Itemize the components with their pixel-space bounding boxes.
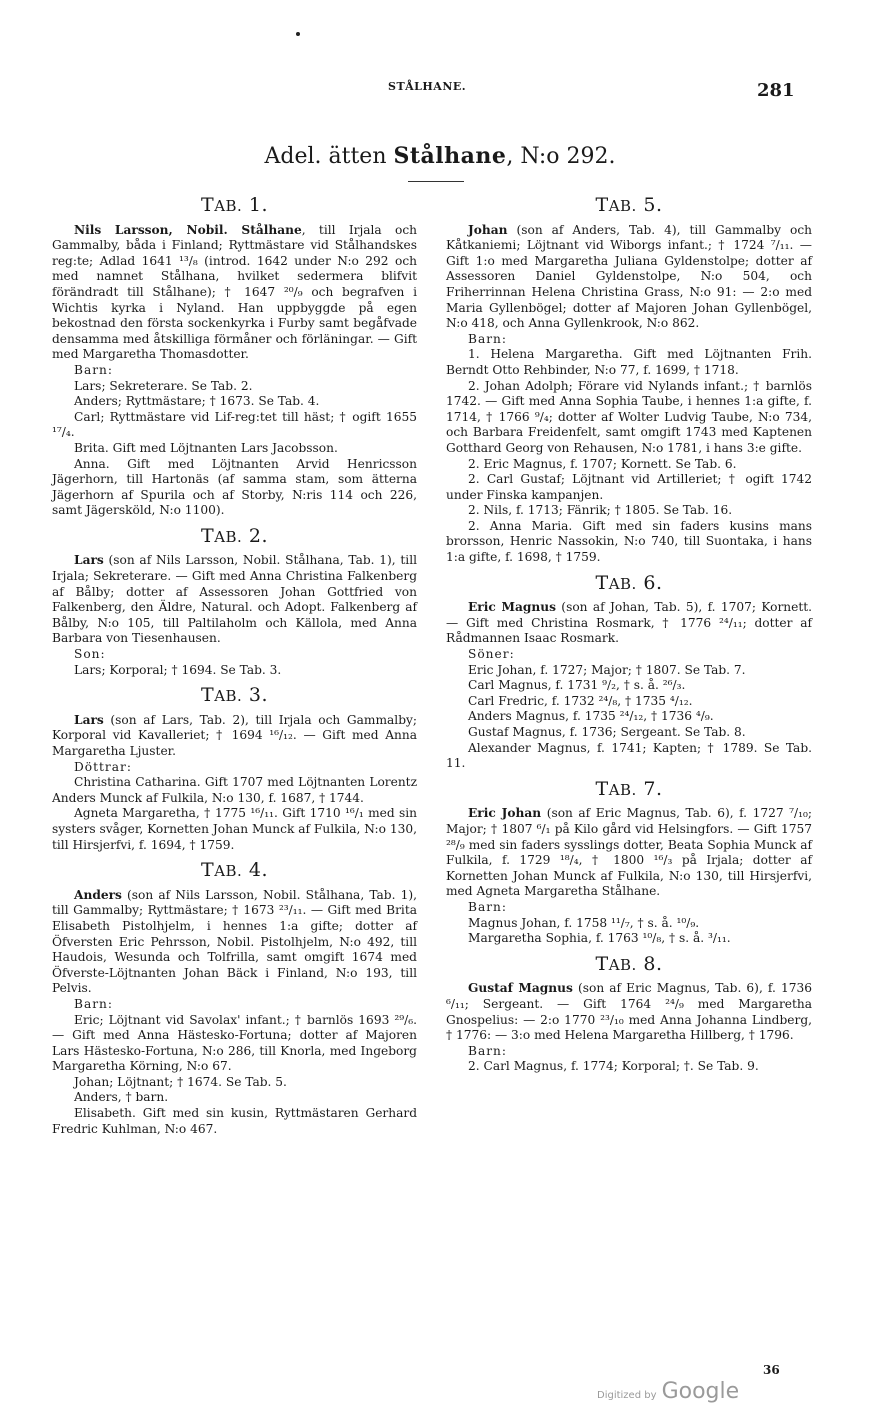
tab-heading-1: TAB. 1. bbox=[201, 194, 268, 216]
tab2-child: Lars; Korporal; † 1694. Se Tab. 3. bbox=[74, 662, 282, 677]
tab2-person: Lars bbox=[74, 553, 104, 568]
tab4-person: Anders bbox=[74, 887, 122, 902]
tab4-child: Eric; Löjtnant vid Savolax' infant.; † barnlös 1693 ²⁹/₆. — Gift med Anna Hästesko-Fortuna; dotter af Majoren Lars Hästesko-Fortuna, N:o 286, till Knorla, med Ingeborg Margaretha Körning, N:o 67. bbox=[52, 1012, 417, 1074]
tab4-children-label: Barn: bbox=[74, 996, 114, 1011]
page-number: 281 bbox=[757, 80, 795, 101]
tab8-text: (son af Eric Magnus, Tab. 6), f. 1736 ⁶/₁₁; Sergeant. — Gift 1764 ²⁴/₉ med Margaretha Gnospelius: — 2:o 1770 ²³/₁₀ med Anna Johanna Lindberg, † 1776: — 3:o med Helena Margaretha Hillberg, † 1796. bbox=[446, 981, 812, 1043]
tab3-child: Christina Catharina. Gift 1707 med Löjtnanten Lorentz Anders Munck af Fulkila, N:o 130, f. 1687, † 1744. bbox=[52, 775, 417, 805]
tab-heading-smallcaps: AB. bbox=[214, 687, 243, 706]
tab7-child: Magnus Johan, f. 1758 ¹¹/₇, † s. å. ¹⁰/₉. bbox=[468, 915, 700, 930]
tab5-paragraph bbox=[446, 223, 812, 332]
tab-heading-3: TAB. 3. bbox=[201, 684, 268, 707]
tab5-child: 2. Johan Adolph; Förare vid Nylands infant.; † barnlös 1742. — Gift med Anna Sophia Taube, i hennes 1:a gifte, f. 1714, † 1766 ⁹/₄; dotter af Wolter Ludvig Taube, N:o 734, och Barbara Freidenfelt, samt omgift 1743 med Kaptenen Gotthard Georg von Rehausen, N:o 1781, i hans 3:e gifte. bbox=[446, 378, 812, 455]
tab6-person: Eric Magnus bbox=[468, 600, 556, 615]
tab3-paragraph bbox=[52, 713, 417, 760]
tab6-child: Gustaf Magnus, f. 1736; Sergeant. Se Tab. 8. bbox=[468, 725, 746, 739]
tab6-child: Carl Magnus, f. 1731 ⁹/₂, † s. å. ²⁶/₃. bbox=[468, 678, 686, 693]
main-title bbox=[0, 143, 880, 169]
tab2-text: (son af Nils Larsson, Nobil. Stålhana, Tab. 1), till Irjala; Sekreterare. — Gift med Anna Christina Falkenberg af Bålby; dotter af Assessoren Johan Gottfried von Falkenberg, den Äldre, Natural. och Adopt. Falkenberg af Bålby, N:o 105, till Paltilaholm och Källola, med Anna Barbara von Tiesenhausen. bbox=[52, 553, 417, 646]
tab6-text: (son af Johan, Tab. 5), f. 1707; Kornett. — Gift med Christina Rosmark, † 1776 ²⁴/₁₁; dotter af Rådmannen Isaac Rosmark. bbox=[446, 600, 812, 646]
tab8-paragraph bbox=[446, 981, 812, 1043]
tab4-paragraph bbox=[52, 888, 417, 997]
tab-heading-2: TAB. 2. bbox=[201, 524, 268, 547]
tab6-children-label: Söner: bbox=[468, 647, 515, 662]
tab1-child: Carl; Ryttmästare vid Lif-reg:tet till häst; † ogift 1655 ¹⁷/₄. bbox=[52, 409, 417, 440]
tab5-child: 1. Helena Margaretha. Gift med Löjtnanten Frih. Berndt Otto Rehbinder, N:o 77, f. 1699, † 1718. bbox=[446, 347, 812, 377]
tab4-text: (son af Nils Larsson, Nobil. Stålhana, Tab. 1), till Gammalby; Ryttmästare; † 1673 ²³/₁₁. — Gift med Brita Elisabeth Pistolhjelm, i hennes 1:a gifte; dotter af Öfversten Eric Pehrsson, Nobil. Pistolhjelm, N:o 492, till Haudois, Wesunda och Tolfrilla, samt omgift 1674 med Öfverste-Löjtnanten Johan Bäck i Finland, N:o 193, till Pelvis. bbox=[52, 887, 417, 996]
tab5-text: (son af Anders, Tab. 4), till Gammalby och Kåtkaniemi; Löjtnant vid Wiborgs infant.; † 1724 ⁷/₁₁. — Gift 1:o med Margaretha Juliana Gyldenstolpe; dotter af Assessoren Daniel Gyldenstolpe, N:o 504, och Friherrinnan Helena Christina Grass, N:o 91: — 2:o med Maria Gyllenbögel; dotter af Majoren Johan Gyllenbögel, N:o 418, och Anna Gyllenkrook, N:o 862. bbox=[446, 222, 812, 331]
tab5-children-label: Barn: bbox=[468, 331, 508, 346]
tab3-children-label: Döttrar: bbox=[74, 759, 132, 774]
tab7-person: Eric Johan bbox=[468, 806, 542, 821]
tab-heading-smallcaps: AB. bbox=[214, 197, 243, 215]
tab1-child: Brita. Gift med Löjtnanten Lars Jacobsson. bbox=[74, 440, 338, 455]
tab4-child: Elisabeth. Gift med sin kusin, Ryttmästaren Gerhard Fredric Kuhlman, N:o 467. bbox=[52, 1106, 417, 1136]
tab8-child: 2. Carl Magnus, f. 1774; Korporal; †. Se Tab. 9. bbox=[468, 1059, 759, 1074]
tab-heading-smallcaps: AB. bbox=[608, 955, 637, 974]
tab-heading-smallcaps: AB. bbox=[608, 574, 637, 593]
tab5-child: 2. Carl Gustaf; Löjtnant vid Artilleriet; † ogift 1742 under Finska kampanjen. bbox=[446, 472, 812, 502]
left-column bbox=[52, 196, 417, 1137]
tab5-person: Johan bbox=[468, 222, 508, 237]
family-name: Stålhane bbox=[393, 143, 507, 169]
tab1-paragraph bbox=[52, 223, 417, 363]
tab7-child: Margaretha Sophia, f. 1763 ¹⁰/₈, † s. å. ³/₁₁. bbox=[468, 931, 731, 946]
tab5-child: 2. Nils, f. 1713; Fänrik; † 1805. Se Tab. 16. bbox=[468, 503, 733, 518]
tab-heading-7: TAB. 7. bbox=[595, 777, 663, 800]
tab-heading-smallcaps: AB. bbox=[608, 197, 637, 215]
tab1-child: Anders; Ryttmästare; † 1673. Se Tab. 4. bbox=[74, 394, 320, 409]
tab4-child: Johan; Löjtnant; † 1674. Se Tab. 5. bbox=[74, 1074, 287, 1089]
title-rule bbox=[408, 181, 464, 182]
tab3-child: Agneta Margaretha, † 1775 ¹⁶/₁₁. Gift 1710 ¹⁶/₁ med sin systers svåger, Kornetten Johan Munck af Fulkila, N:o 130, till Hirsjerfvi, f. 1694, † 1759. bbox=[52, 806, 417, 852]
tab7-children-label: Barn: bbox=[468, 899, 508, 914]
tab8-person: Gustaf Magnus bbox=[468, 981, 573, 996]
tab8-children-label: Barn: bbox=[468, 1043, 508, 1058]
digitized-prefix: Digitized by bbox=[597, 1390, 657, 1401]
tab-heading-4: TAB. 4. bbox=[201, 859, 268, 882]
tab2-paragraph bbox=[52, 553, 417, 647]
tab-heading-5: TAB. 5. bbox=[595, 194, 663, 216]
tab6-paragraph bbox=[446, 600, 812, 647]
tab1-text: , till Irjala och Gammalby, båda i Finland; Ryttmästare vid Stålhandskes reg:te; Adlad 1641 ¹³/₈ (introd. 1642 under N:o 292 och med namnet Stålhana, hvilket sedermera blifvit förändradt till Stålhane); † 1647 ²⁰/₉ och begrafven i Wichtis kyrka i Nyland. Han uppbyggde på egen bekostnad den första sockenkyrka i Furby samt begåfvade densamma med åtskilliga förmåner och förläningar. — Gift med Margaretha Thomasdotter. bbox=[52, 222, 417, 362]
google-logo: Google bbox=[661, 1379, 740, 1404]
tab-heading-smallcaps: AB. bbox=[608, 780, 637, 799]
tab1-person: Nils Larsson, Nobil. Stålhane bbox=[74, 222, 302, 237]
tab1-children-label: Barn: bbox=[74, 362, 114, 377]
tab5-child: 2. Anna Maria. Gift med sin faders kusins mans brorsson, Henric Nassokin, N:o 740, till Suontaka, i hans 1:a gifte, f. 1698, † 1759. bbox=[446, 518, 812, 565]
running-header-title: STÅLHANE. bbox=[388, 80, 467, 93]
digitized-watermark bbox=[597, 1379, 739, 1404]
tab6-child: Eric Johan, f. 1727; Major; † 1807. Se Tab. 7. bbox=[468, 662, 746, 677]
tab4-child: Anders, † barn. bbox=[74, 1090, 169, 1105]
tab2-children-label: Son: bbox=[74, 647, 106, 662]
tab3-text: (son af Lars, Tab. 2), till Irjala och Gammalby; Korporal vid Kavalleriet; † 1694 ¹⁶/₁₂. — Gift med Anna Margaretha Ljuster. bbox=[52, 712, 417, 758]
tab1-child: Anna. Gift med Löjtnanten Arvid Henricsson Jägerhorn, till Hartonäs (af samma stam, som ätterna Jägerhorn af Spurila och af Storby, N:ris 114 och 226, samt Jägersköld, N:o 1100). bbox=[52, 456, 417, 518]
tab7-paragraph bbox=[446, 806, 812, 900]
tab7-text: (son af Eric Magnus, Tab. 6), f. 1727 ⁷/₁₀; Major; † 1807 ⁶/₁ på Kilo gård vid Helsingfors. — Gift 1757 ²⁸/₉ med sin faders sysslings dotter, Beata Sophia Munck af Fulkila, f. 1729 ¹⁸/₄, † 1800 ¹⁶/₃ på Irjala; dotter af Kornetten Johan Munck af Fulkila, N:o 130, till Hirsjerfvi, med Agneta Margaretha Stålhane. bbox=[446, 806, 812, 899]
main-title-prefix: Adel. ätten bbox=[264, 144, 387, 169]
tab6-child: Carl Fredric, f. 1732 ²⁴/₈, † 1735 ⁴/₁₂. bbox=[468, 693, 693, 708]
tab3-person: Lars bbox=[74, 712, 104, 727]
ink-speck bbox=[296, 32, 300, 36]
tab5-child: 2. Eric Magnus, f. 1707; Kornett. Se Tab. 6. bbox=[468, 456, 737, 471]
main-title-suffix: , N:o 292. bbox=[506, 144, 616, 169]
tab-heading-smallcaps: AB. bbox=[214, 862, 243, 881]
tab6-child: Alexander Magnus, f. 1741; Kapten; † 1789. Se Tab. 11. bbox=[446, 740, 812, 771]
tab-heading-8: TAB. 8. bbox=[595, 952, 663, 975]
tab6-child: Anders Magnus, f. 1735 ²⁴/₁₂, † 1736 ⁴/₉. bbox=[468, 709, 714, 724]
right-column bbox=[446, 196, 812, 1075]
signature-mark: 36 bbox=[763, 1363, 780, 1377]
tab-heading-6: TAB. 6. bbox=[595, 571, 663, 594]
tab1-child: Lars; Sekreterare. Se Tab. 2. bbox=[74, 378, 253, 393]
tab-heading-smallcaps: AB. bbox=[214, 527, 243, 546]
